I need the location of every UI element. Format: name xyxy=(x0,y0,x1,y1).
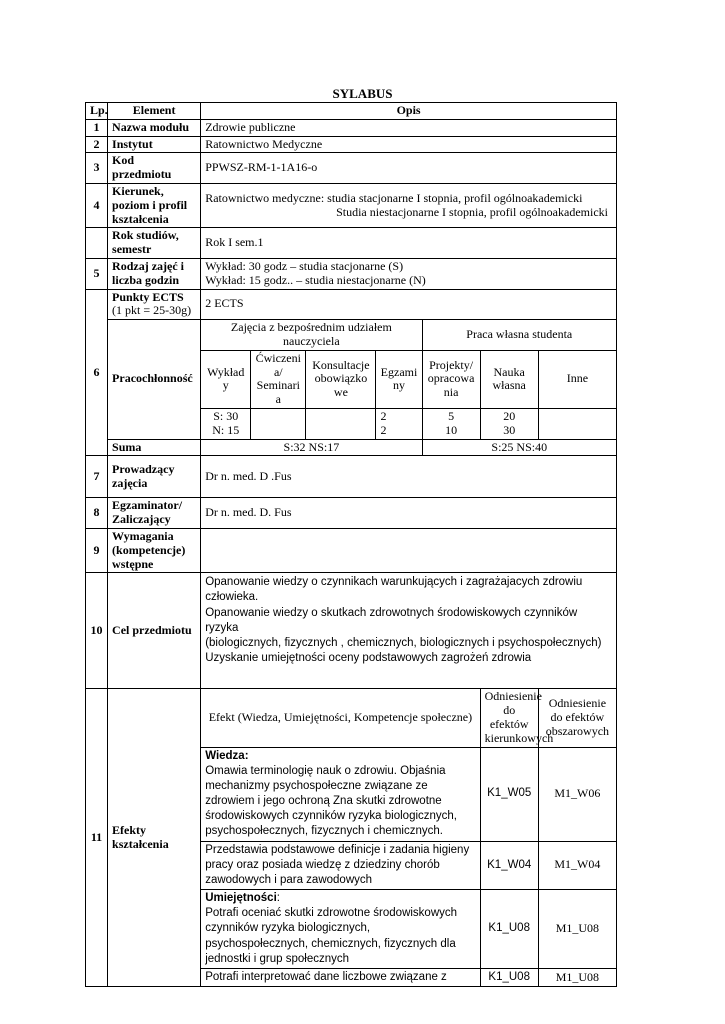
goal-line: Uzyskanie umiejętności oceny podstawowych zagrożeń zdrowia xyxy=(205,652,532,665)
row-6-groups xyxy=(86,320,617,351)
row-3 xyxy=(86,153,617,184)
row-5 xyxy=(86,258,617,289)
efekt-heading: Wiedza: xyxy=(205,749,249,762)
row-value xyxy=(201,258,617,289)
row-element: Egzaminator/ Zaliczający xyxy=(108,498,201,529)
row-number: 5 xyxy=(86,258,108,289)
val-cwiczenia xyxy=(251,408,306,439)
header-opis: Opis xyxy=(201,103,617,120)
row-9 xyxy=(86,528,617,572)
val-projekty xyxy=(422,408,480,439)
row-value: Rok I sem.1 xyxy=(201,228,617,259)
row-element: Rok studiów, semestr xyxy=(108,228,201,259)
row-element: Suma xyxy=(108,439,201,456)
efekt-kierunkowy: K1_U08 xyxy=(480,968,538,986)
row-4 xyxy=(86,183,617,227)
col-kierunkowe: Odniesienie do efektów kierunkowych xyxy=(480,689,538,747)
row-number: 10 xyxy=(86,573,108,689)
row-value xyxy=(201,528,617,572)
value-line: Studia niestacjonarne I stopnia, profil ogólnoakademicki xyxy=(336,204,608,219)
efekt-body: Omawia terminologię nauk o zdrowiu. Objaśnia mechanizmy psychospołeczne związane ze zdrowiem i jego ochroną Zna skutki zdrowotne środowiskowych czynników ryzyka biologicznych, psychospołecznych, fizycznych i chemicznych. xyxy=(205,764,458,838)
efekt-obszarowy: M1_W04 xyxy=(538,841,616,890)
goal-line: Opanowanie wiedzy o czynnikach warunkujących i zagrażajacych zdrowiu człowieka. xyxy=(205,576,583,604)
efekt-kierunkowy: K1_W05 xyxy=(480,747,538,841)
val-nauka-wlasna xyxy=(480,408,538,439)
val-s: 2 xyxy=(380,408,387,423)
row-ects xyxy=(86,289,617,320)
table-header-row xyxy=(86,103,617,120)
row-number: 9 xyxy=(86,528,108,572)
val-s: 20 xyxy=(503,408,516,423)
row-value: Dr n. med. D .Fus xyxy=(201,456,617,498)
value-line: Wykład: 15 godz.. – studia niestacjonarne (N) xyxy=(205,272,426,287)
row-element: Nazwa modułu xyxy=(108,119,201,136)
val-n: 10 xyxy=(445,422,458,437)
group-teacher: Zajęcia z bezpośrednim udziałem nauczyciela xyxy=(201,320,422,351)
col-inne: Inne xyxy=(538,350,616,408)
col-obszarowe: Odniesienie do efektów obszarowych xyxy=(538,689,616,747)
row-element: Kod przedmiotu xyxy=(108,153,201,184)
row-number: 6 xyxy=(86,289,108,456)
row-element: Kierunek, poziom i profil kształcenia xyxy=(108,183,201,227)
row-element: Rodzaj zajęć i liczba godzin xyxy=(108,258,201,289)
value-line: Wykład: 30 godz – studia stacjonarne (S) xyxy=(205,258,404,273)
row-element: Instytut xyxy=(108,136,201,153)
row-number: 8 xyxy=(86,498,108,529)
row-value xyxy=(201,573,617,689)
row-element: Wymagania (kompetencje) wstępne xyxy=(108,528,201,572)
goal-line: (biologicznych, fizycznych , chemicznych, biologicznych i psychospołecznych) xyxy=(205,637,602,649)
col-cwiczenia: Ćwiczeni a/ Seminari a xyxy=(251,350,306,408)
efekt-heading-colon: : xyxy=(276,892,280,905)
efekt-obszarowy: M1_U08 xyxy=(538,890,616,969)
row-element xyxy=(108,289,201,320)
row-number xyxy=(86,228,108,259)
row-value: Dr n. med. D. Fus xyxy=(201,498,617,529)
efekt-obszarowy: M1_W06 xyxy=(538,747,616,841)
row-number: 1 xyxy=(86,119,108,136)
row-value: Ratownictwo Medyczne xyxy=(201,136,617,153)
col-konsultacje: Konsultacje obowiązko we xyxy=(306,350,376,408)
suma-teacher: S:32 NS:17 xyxy=(201,439,422,456)
val-n: 2 xyxy=(380,422,387,437)
row-number: 11 xyxy=(86,689,108,987)
row-10 xyxy=(86,573,617,689)
row-number: 2 xyxy=(86,136,108,153)
val-wyklady xyxy=(201,408,251,439)
val-egzaminy xyxy=(376,408,422,439)
col-nauka-wlasna: Nauka własna xyxy=(480,350,538,408)
ects-label: Punkty ECTS xyxy=(112,289,184,304)
row-value: Zdrowie publiczne xyxy=(201,119,617,136)
col-efekt: Efekt (Wiedza, Umiejętności, Kompetencje społeczne) xyxy=(201,689,480,747)
efekt-body: Potrafi oceniać skutki zdrowotne środowiskowych czynników ryzyka biologicznych, psychospołecznych, chemicznych, fizycznych dla jednostki i grup społecznych xyxy=(205,907,458,965)
efekt-kierunkowy: K1_U08 xyxy=(480,890,538,969)
val-n: 30 xyxy=(503,422,516,437)
efekt-text: Potrafi interpretować dane liczbowe związane z xyxy=(201,968,480,986)
document-title: SYLABUS xyxy=(332,86,393,101)
row-element: Efekty kształcenia xyxy=(108,689,201,987)
efekt-text xyxy=(201,890,480,969)
val-konsultacje xyxy=(306,408,376,439)
val-s: 5 xyxy=(448,408,455,423)
col-egzaminy: Egzami ny xyxy=(376,350,422,408)
efekt-text xyxy=(201,747,480,841)
header-element: Element xyxy=(108,103,201,120)
row-value: 2 ECTS xyxy=(201,289,617,320)
ects-sub: (1 pkt = 25-30g) xyxy=(112,303,192,318)
efekt-kierunkowy: K1_W04 xyxy=(480,841,538,890)
col-wyklady: Wykład y xyxy=(201,350,251,408)
efekt-heading: Umiejętności xyxy=(205,892,277,905)
row-value xyxy=(201,183,617,227)
row-suma xyxy=(86,439,617,456)
row-2 xyxy=(86,136,617,153)
efekt-obszarowy: M1_U08 xyxy=(538,968,616,986)
row-7 xyxy=(86,456,617,498)
row-11-header xyxy=(86,689,617,747)
efekt-text: Przedstawia podstawowe definicje i zadania higieny pracy oraz posiada wiedzę z dziedziny chorób zawodowych i para zawodowych xyxy=(201,841,480,890)
row-element: Prowadzący zajęcia xyxy=(108,456,201,498)
goal-line: Opanowanie wiedzy o skutkach zdrowotnych środowiskowych czynników ryzyka xyxy=(205,606,578,634)
group-self-study: Praca własna studenta xyxy=(422,320,616,351)
row-8 xyxy=(86,498,617,529)
val-s: S: 30 xyxy=(213,408,239,423)
row-element: Pracochłonność xyxy=(108,320,201,439)
row-value: PPWSZ-RM-1-1A16-o xyxy=(201,153,617,184)
row-rok xyxy=(86,228,617,259)
row-1 xyxy=(86,119,617,136)
row-number: 7 xyxy=(86,456,108,498)
suma-self-study: S:25 NS:40 xyxy=(422,439,616,456)
value-line: Ratownictwo medyczne: studia stacjonarne I stopnia, profil ogólnoakademicki xyxy=(205,190,583,205)
val-n: N: 15 xyxy=(212,422,240,437)
val-inne xyxy=(538,408,616,439)
row-element: Cel przedmiotu xyxy=(108,573,201,689)
row-number: 3 xyxy=(86,153,108,184)
syllabus-table xyxy=(85,102,617,987)
row-number: 4 xyxy=(86,183,108,227)
col-projekty: Projekty/ opracowa nia xyxy=(422,350,480,408)
header-lp: Lp. xyxy=(86,103,108,120)
